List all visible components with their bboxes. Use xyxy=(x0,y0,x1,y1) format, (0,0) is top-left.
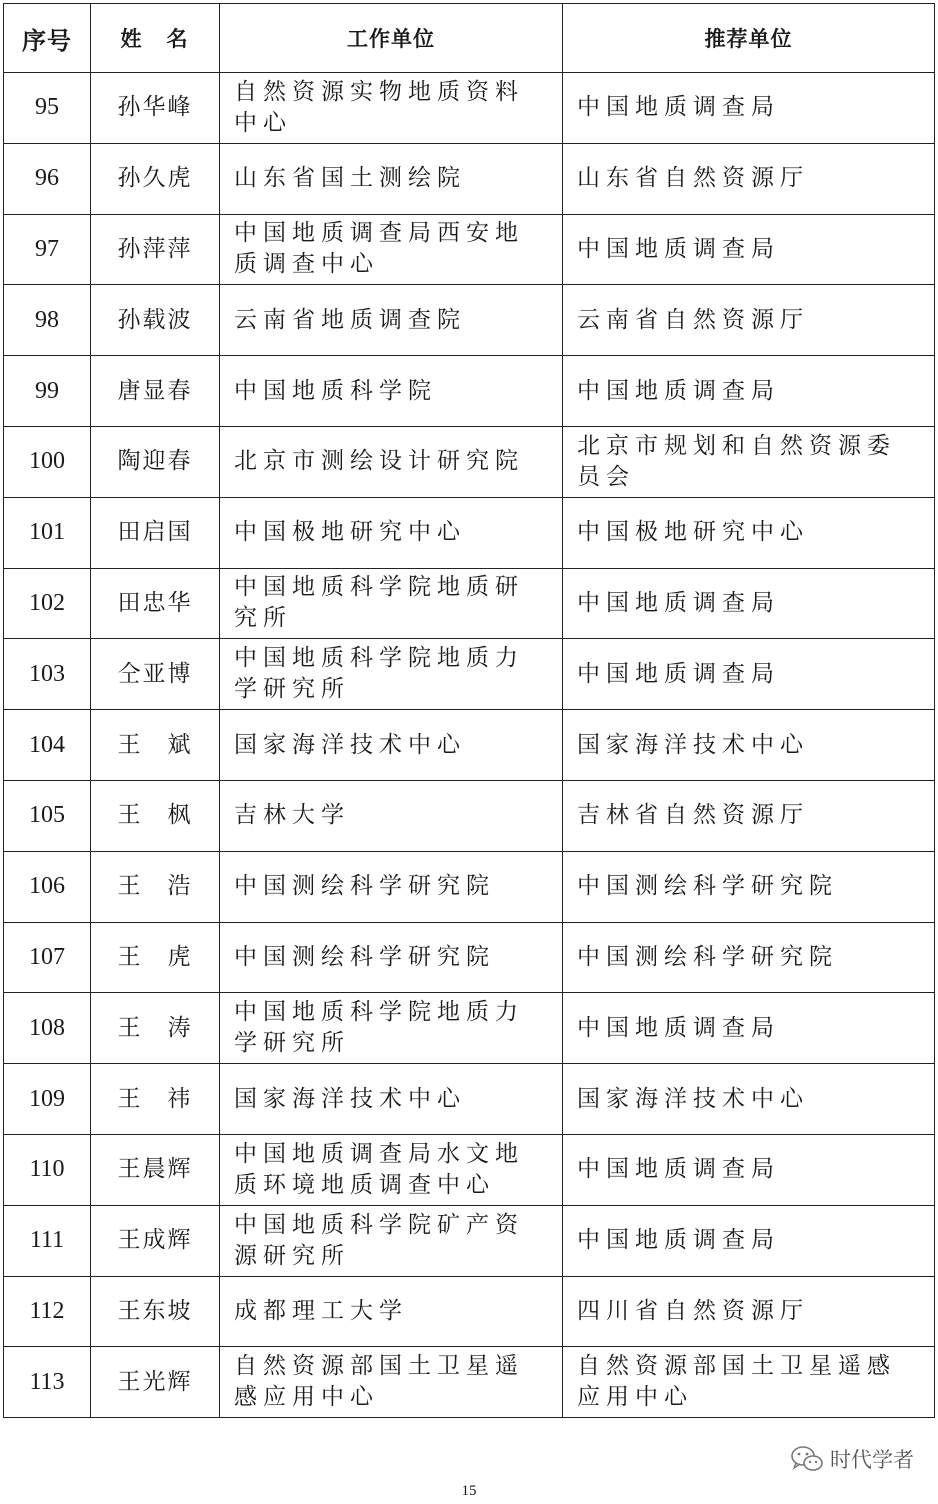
cell-recommending-unit: 中国地质调查局 xyxy=(563,73,935,144)
cell-index: 101 xyxy=(4,497,91,568)
cell-recommending-unit: 四川省自然资源厅 xyxy=(563,1276,935,1347)
cell-work-unit: 云南省地质调查院 xyxy=(220,285,563,356)
table-row xyxy=(4,73,935,144)
cell-index: 106 xyxy=(4,851,91,922)
cell-recommending-unit: 中国测绘科学研究院 xyxy=(563,922,935,993)
cell-recommending-unit: 中国地质调查局 xyxy=(563,1134,935,1205)
cell-index: 100 xyxy=(4,426,91,497)
header-work-unit: 工作单位 xyxy=(220,4,563,73)
cell-recommending-unit: 吉林省自然资源厅 xyxy=(563,780,935,851)
header-index: 序号 xyxy=(4,4,91,73)
cell-index: 96 xyxy=(4,143,91,214)
cell-recommending-unit: 自然资源部国土卫星遥感应用中心 xyxy=(563,1347,935,1418)
cell-index: 97 xyxy=(4,214,91,285)
cell-work-unit: 中国地质科学院 xyxy=(220,356,563,427)
table-row xyxy=(4,639,935,710)
table-row xyxy=(4,1134,935,1205)
cell-name: 孙载波 xyxy=(91,285,220,356)
cell-work-unit: 成都理工大学 xyxy=(220,1276,563,1347)
cell-name: 孙萍萍 xyxy=(91,214,220,285)
cell-name: 王光辉 xyxy=(91,1347,220,1418)
table-row xyxy=(4,1347,935,1418)
cell-work-unit: 自然资源部国土卫星遥感应用中心 xyxy=(220,1347,563,1418)
cell-index: 99 xyxy=(4,356,91,427)
watermark xyxy=(790,1444,914,1474)
cell-index: 102 xyxy=(4,568,91,639)
table-row xyxy=(4,285,935,356)
table-body xyxy=(4,73,935,1418)
cell-work-unit: 国家海洋技术中心 xyxy=(220,1064,563,1135)
header-name: 姓 名 xyxy=(91,4,220,73)
cell-work-unit: 中国测绘科学研究院 xyxy=(220,922,563,993)
cell-index: 107 xyxy=(4,922,91,993)
cell-name: 王成辉 xyxy=(91,1205,220,1276)
cell-work-unit: 中国测绘科学研究院 xyxy=(220,851,563,922)
cell-work-unit: 中国地质调查局西安地质调查中心 xyxy=(220,214,563,285)
table-row xyxy=(4,1064,935,1135)
table-row xyxy=(4,922,935,993)
cell-recommending-unit: 国家海洋技术中心 xyxy=(563,710,935,781)
table-row xyxy=(4,851,935,922)
cell-index: 95 xyxy=(4,73,91,144)
cell-name: 孙久虎 xyxy=(91,143,220,214)
table-header-row xyxy=(4,4,935,73)
watermark-text: 时代学者 xyxy=(830,1448,914,1472)
cell-name: 唐显春 xyxy=(91,356,220,427)
cell-work-unit: 山东省国土测绘院 xyxy=(220,143,563,214)
cell-work-unit: 中国地质科学院地质力学研究所 xyxy=(220,993,563,1064)
page-number: 15 xyxy=(461,1483,477,1499)
cell-recommending-unit: 中国地质调查局 xyxy=(563,356,935,427)
table-row xyxy=(4,143,935,214)
cell-name: 王东坡 xyxy=(91,1276,220,1347)
cell-index: 104 xyxy=(4,710,91,781)
cell-recommending-unit: 山东省自然资源厅 xyxy=(563,143,935,214)
cell-name: 王 虎 xyxy=(91,922,220,993)
cell-index: 111 xyxy=(4,1205,91,1276)
cell-work-unit: 中国地质调查局水文地质环境地质调查中心 xyxy=(220,1134,563,1205)
table-row xyxy=(4,780,935,851)
cell-work-unit: 国家海洋技术中心 xyxy=(220,710,563,781)
cell-recommending-unit: 中国地质调查局 xyxy=(563,568,935,639)
cell-name: 田忠华 xyxy=(91,568,220,639)
cell-recommending-unit: 国家海洋技术中心 xyxy=(563,1064,935,1135)
cell-name: 陶迎春 xyxy=(91,426,220,497)
table-row xyxy=(4,568,935,639)
cell-recommending-unit: 中国极地研究中心 xyxy=(563,497,935,568)
cell-recommending-unit: 中国地质调查局 xyxy=(563,993,935,1064)
table-row xyxy=(4,497,935,568)
cell-index: 112 xyxy=(4,1276,91,1347)
cell-name: 王 涛 xyxy=(91,993,220,1064)
cell-name: 仝亚博 xyxy=(91,639,220,710)
cell-index: 109 xyxy=(4,1064,91,1135)
table-row xyxy=(4,710,935,781)
cell-index: 105 xyxy=(4,780,91,851)
roster-table xyxy=(3,3,935,1418)
roster-table-wrapper xyxy=(3,3,935,1418)
header-recommending-unit: 推荐单位 xyxy=(563,4,935,73)
table-row xyxy=(4,214,935,285)
table-row xyxy=(4,1205,935,1276)
cell-work-unit: 中国极地研究中心 xyxy=(220,497,563,568)
cell-work-unit: 自然资源实物地质资料中心 xyxy=(220,73,563,144)
cell-recommending-unit: 中国地质调查局 xyxy=(563,1205,935,1276)
cell-index: 108 xyxy=(4,993,91,1064)
table-row xyxy=(4,356,935,427)
cell-index: 113 xyxy=(4,1347,91,1418)
cell-index: 98 xyxy=(4,285,91,356)
cell-name: 王 浩 xyxy=(91,851,220,922)
table-row xyxy=(4,426,935,497)
cell-name: 田启国 xyxy=(91,497,220,568)
cell-work-unit: 北京市测绘设计研究院 xyxy=(220,426,563,497)
cell-recommending-unit: 中国测绘科学研究院 xyxy=(563,851,935,922)
cell-name: 王 枫 xyxy=(91,780,220,851)
cell-index: 103 xyxy=(4,639,91,710)
cell-work-unit: 中国地质科学院矿产资源研究所 xyxy=(220,1205,563,1276)
cell-name: 孙华峰 xyxy=(91,73,220,144)
cell-recommending-unit: 云南省自然资源厅 xyxy=(563,285,935,356)
wechat-icon xyxy=(790,1444,824,1474)
table-row xyxy=(4,993,935,1064)
cell-name: 王 祎 xyxy=(91,1064,220,1135)
table-row xyxy=(4,1276,935,1347)
cell-recommending-unit: 中国地质调查局 xyxy=(563,639,935,710)
cell-recommending-unit: 北京市规划和自然资源委员会 xyxy=(563,426,935,497)
cell-work-unit: 中国地质科学院地质研究所 xyxy=(220,568,563,639)
cell-recommending-unit: 中国地质调查局 xyxy=(563,214,935,285)
cell-work-unit: 中国地质科学院地质力学研究所 xyxy=(220,639,563,710)
cell-index: 110 xyxy=(4,1134,91,1205)
cell-work-unit: 吉林大学 xyxy=(220,780,563,851)
cell-name: 王晨辉 xyxy=(91,1134,220,1205)
cell-name: 王 斌 xyxy=(91,710,220,781)
